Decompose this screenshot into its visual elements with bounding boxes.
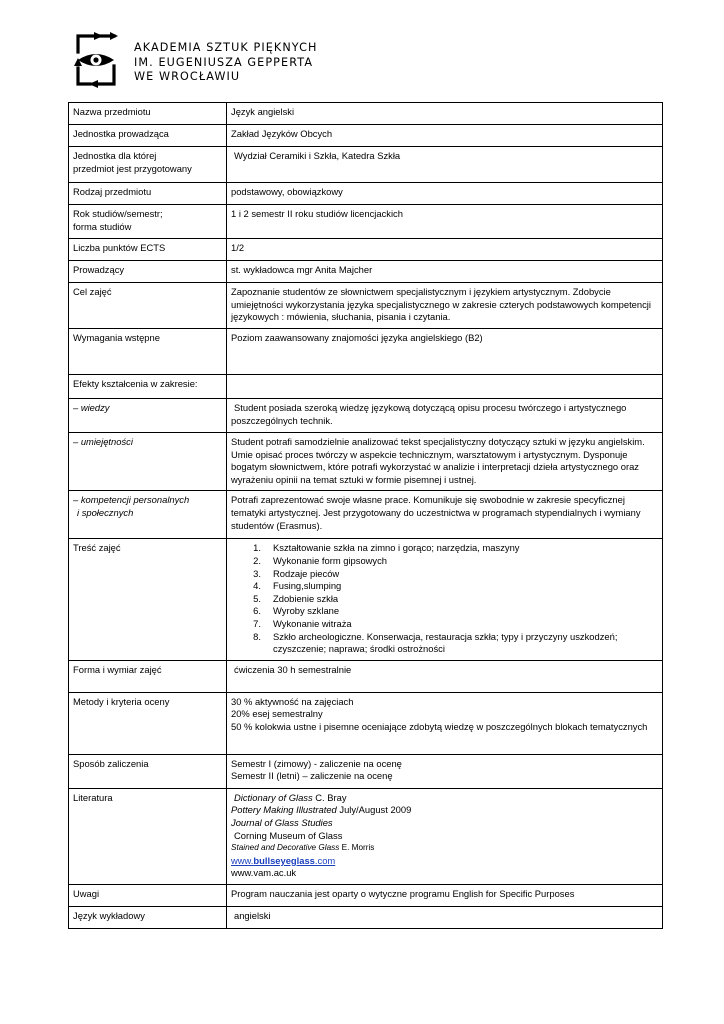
literature-title: Dictionary of Glass bbox=[234, 791, 313, 803]
list-item bbox=[231, 542, 658, 555]
row-value: Język angielski bbox=[227, 103, 663, 125]
list-item-text: Wykonanie witraża bbox=[273, 617, 352, 629]
table-row bbox=[69, 261, 663, 283]
row-value bbox=[227, 539, 663, 660]
row-label: Uwagi bbox=[69, 884, 227, 906]
list-item-text: Szkło archeologiczne. Konserwacja, restauracja szkła; typy i przyczyny uszkodzeń; czyszczenie; naprawa; środki ostrożności bbox=[273, 630, 618, 655]
row-value bbox=[227, 399, 663, 433]
row-label-line: forma studiów bbox=[73, 220, 132, 232]
literature-title: Pottery Making Illustrated bbox=[231, 804, 337, 816]
table-row bbox=[69, 692, 663, 754]
row-value: Poziom zaawansowany znajomości języka angielskiego (B2) bbox=[227, 329, 663, 375]
row-label: Wymagania wstępne bbox=[69, 329, 227, 375]
row-value: st. wykładowca mgr Anita Majcher bbox=[227, 261, 663, 283]
institution-line-2: IM. EUGENIUSZA GEPPERTA bbox=[134, 55, 314, 69]
list-item bbox=[231, 605, 658, 618]
row-label: Sposób zaliczenia bbox=[69, 754, 227, 788]
literature-item bbox=[231, 855, 658, 868]
row-value: Program nauczania jest oparty o wytyczne programu English for Specific Purposes bbox=[227, 884, 663, 906]
literature-title: Stained and Decorative Glass bbox=[231, 843, 340, 853]
literature-author: E. Morris bbox=[341, 843, 375, 853]
row-value bbox=[227, 660, 663, 692]
list-item-number: 2. bbox=[253, 554, 261, 566]
row-label: Język wykładowy bbox=[69, 906, 227, 928]
row-value-line: Semestr I (zimowy) - zaliczenie na ocenę bbox=[231, 757, 402, 769]
table-row bbox=[69, 375, 663, 399]
row-label: – umiejętności bbox=[69, 433, 227, 491]
row-label bbox=[69, 147, 227, 183]
academy-logo-icon bbox=[70, 32, 122, 88]
list-item bbox=[231, 618, 658, 631]
institution-name bbox=[134, 41, 318, 85]
row-value bbox=[227, 375, 663, 399]
row-value: Student potrafi samodzielnie analizować tekst specjalistyczny dotyczący sztuki w języku angielskim. Umie opisać proces twórczy w aspekcie technicznym, warsztatowym i artystycznym. Dysponuje bogatym słownictwem, które potrafi wykorzystać w analizie i interpretacji dzieła artystycznego oraz wyrażeniu opinii na temat sztuki w formie pisemnej i ustnej. bbox=[227, 433, 663, 491]
row-label-line: Rok studiów/semestr; bbox=[73, 208, 163, 219]
list-item bbox=[231, 593, 658, 606]
institution-line-1: AKADEMIA SZTUK PIĘKNYCH bbox=[134, 41, 318, 54]
row-value-line: Semestr II (letni) – zaliczenie na ocenę bbox=[231, 770, 393, 782]
list-item-number: 7. bbox=[253, 617, 261, 629]
row-value: podstawowy, obowiązkowy bbox=[227, 183, 663, 205]
list-item-number: 4. bbox=[253, 580, 261, 592]
link-prefix: www. bbox=[231, 854, 254, 866]
list-item-text: Wyroby szklane bbox=[273, 605, 340, 617]
list-item-text: Wykonanie form gipsowych bbox=[273, 554, 388, 566]
row-value-text: Wydział Ceramiki i Szkła, Katedra Szkła bbox=[234, 150, 401, 161]
row-value: Zapoznanie studentów ze słownictwem specjalistycznym i językiem artystycznym. Zdobycie umiejętności wykorzystania języka specjalistycznego w zakresie czterych podstawowych kompetencji językowych : mówienia, słuchania, pisania i czytania. bbox=[227, 283, 663, 329]
table-row bbox=[69, 183, 663, 205]
row-label: – wiedzy bbox=[69, 399, 227, 433]
row-label-line: przedmiot jest przygotowany bbox=[73, 162, 192, 174]
row-label: Metody i kryteria oceny bbox=[69, 692, 227, 754]
list-item-number: 1. bbox=[253, 542, 261, 554]
list-item-number: 3. bbox=[253, 567, 261, 579]
table-row bbox=[69, 788, 663, 884]
literature-item bbox=[231, 842, 658, 855]
institution-line-3: WE WROCŁAWIU bbox=[134, 70, 241, 83]
table-row bbox=[69, 329, 663, 375]
row-value: Potrafi zaprezentować swoje własne prace. Komunikuje się swobodnie w zakresie specyficznej tematyki artystycznej. Jest przygotowany do uczestnictwa w programach stypendialnych i wymiany studentów (Erasmus). bbox=[227, 491, 663, 539]
table-row bbox=[69, 283, 663, 329]
table-row bbox=[69, 399, 663, 433]
row-label-line: i społecznych bbox=[77, 506, 134, 518]
topics-list bbox=[231, 542, 658, 655]
table-row bbox=[69, 147, 663, 183]
table-row bbox=[69, 239, 663, 261]
table-row bbox=[69, 103, 663, 125]
list-item-text: Rodzaje pieców bbox=[273, 567, 340, 579]
row-value-text: ćwiczenia 30 h semestralnie bbox=[234, 663, 352, 675]
list-item-number: 8. bbox=[253, 630, 261, 642]
table-row bbox=[69, 754, 663, 788]
list-item-text: Fusing,slumping bbox=[273, 580, 342, 592]
list-item bbox=[231, 631, 658, 656]
literature-detail: July/August 2009 bbox=[339, 804, 412, 816]
table-row bbox=[69, 906, 663, 928]
list-item-text: Zdobienie szkła bbox=[273, 592, 339, 604]
list-item bbox=[231, 580, 658, 593]
table-row bbox=[69, 660, 663, 692]
link-suffix: .com bbox=[314, 854, 336, 866]
literature-author: C. Bray bbox=[315, 791, 347, 803]
row-value: 1/2 bbox=[227, 239, 663, 261]
row-label: Prowadzący bbox=[69, 261, 227, 283]
row-label: Liczba punktów ECTS bbox=[69, 239, 227, 261]
list-item bbox=[231, 555, 658, 568]
list-item-text: Kształtowanie szkła na zimno i gorąco; narzędzia, maszyny bbox=[273, 542, 520, 554]
row-label-line: – kompetencji personalnych bbox=[73, 494, 190, 506]
literature-item: Corning Museum of Glass bbox=[234, 829, 343, 841]
row-label: Rodzaj przedmiotu bbox=[69, 183, 227, 205]
list-item-number: 6. bbox=[253, 605, 261, 617]
literature-item bbox=[231, 792, 658, 805]
row-value bbox=[227, 147, 663, 183]
row-value: Zakład Języków Obcych bbox=[227, 125, 663, 147]
row-label: Jednostka prowadząca bbox=[69, 125, 227, 147]
row-label: Nazwa przedmiotu bbox=[69, 103, 227, 125]
row-value bbox=[227, 692, 663, 754]
row-value bbox=[227, 754, 663, 788]
row-value: 1 i 2 semestr II roku studiów licencjackich bbox=[227, 205, 663, 239]
list-item-number: 5. bbox=[253, 592, 261, 604]
row-label-line: Jednostka dla której bbox=[73, 150, 157, 161]
table-row bbox=[69, 539, 663, 660]
page-header bbox=[70, 32, 330, 92]
link-domain: bullseyeglass bbox=[253, 854, 315, 866]
row-value bbox=[227, 788, 663, 884]
table-row bbox=[69, 884, 663, 906]
row-label: Forma i wymiar zajęć bbox=[69, 660, 227, 692]
row-label bbox=[69, 491, 227, 539]
row-label: Treść zajęć bbox=[69, 539, 227, 660]
literature-item bbox=[231, 804, 658, 817]
row-label bbox=[69, 205, 227, 239]
row-label: Literatura bbox=[69, 788, 227, 884]
row-value-line: 30 % aktywność na zajęciach bbox=[231, 695, 354, 707]
row-value-text: angielski bbox=[234, 909, 271, 921]
row-label: Cel zajęć bbox=[69, 283, 227, 329]
table-row bbox=[69, 125, 663, 147]
table-row bbox=[69, 433, 663, 491]
course-syllabus-table bbox=[68, 102, 663, 929]
row-value-line: 50 % kolokwia ustne i pisemne oceniające zdobytą wiedzę w poszczególnych blokach tematycznych bbox=[231, 720, 648, 732]
literature-item: www.vam.ac.uk bbox=[231, 867, 297, 879]
bullseyeglass-link[interactable] bbox=[231, 855, 335, 866]
row-label: Efekty kształcenia w zakresie: bbox=[69, 375, 227, 399]
row-value-line: 20% esej semestralny bbox=[231, 708, 323, 720]
literature-item: Journal of Glass Studies bbox=[231, 816, 333, 828]
row-value bbox=[227, 906, 663, 928]
table-row bbox=[69, 491, 663, 539]
row-value-text: Student posiada szeroką wiedzę językową dotyczącą opisu procesu twórczego i artystycznego poszczególnych technik. bbox=[231, 402, 627, 426]
list-item bbox=[231, 568, 658, 581]
table-row bbox=[69, 205, 663, 239]
